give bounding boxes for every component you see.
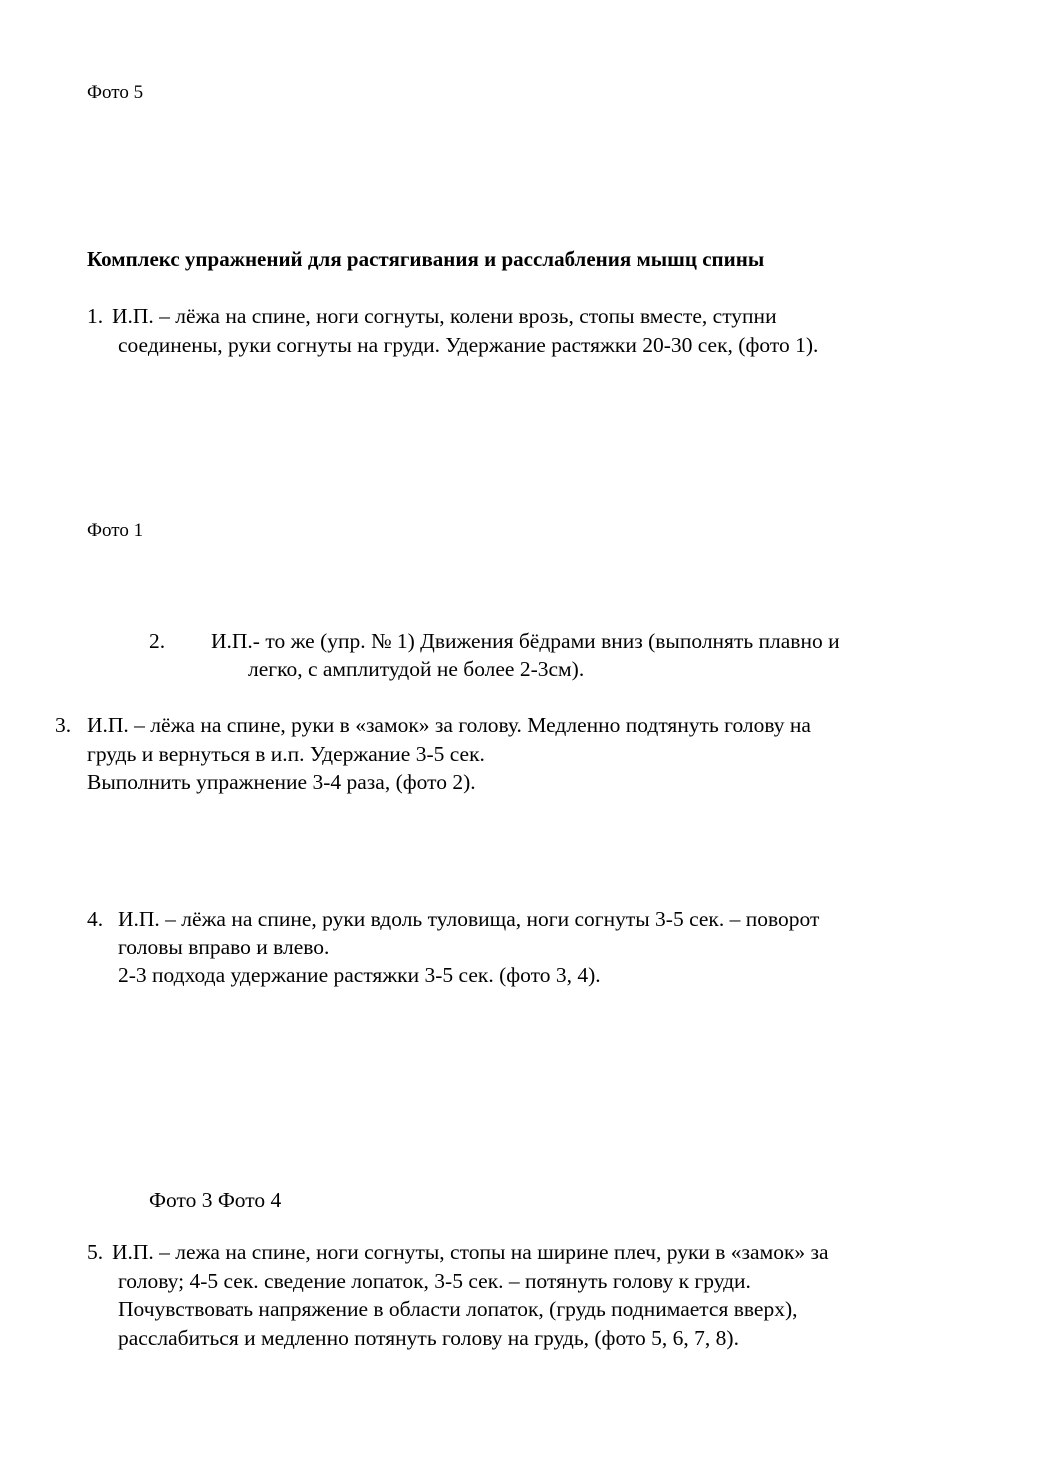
- exercise-text-line: голову; 4-5 сек. сведение лопаток, 3-5 сек. – потянуть голову к груди.: [118, 1269, 751, 1293]
- exercise-text-line: И.П.- то же (упр. № 1) Движения бёдрами вниз (выполнять плавно и: [211, 629, 840, 653]
- exercise-text-line: Выполнить упражнение 3-4 раза, (фото 2).: [87, 770, 476, 794]
- photo-caption: Фото 3 Фото 4: [149, 1188, 282, 1212]
- exercise-text-line: И.П. – лёжа на спине, руки вдоль туловища, ноги согнуты 3-5 сек. – поворот: [118, 907, 820, 931]
- exercise-number: 2.: [149, 629, 166, 653]
- exercise-text-line: грудь и вернуться в и.п. Удержание 3-5 сек.: [87, 742, 485, 766]
- exercise-number: 3.: [55, 713, 72, 737]
- exercise-text-line: И.П. – лежа на спине, ноги согнуты, стопы на ширине плеч, руки в «замок» за: [112, 1240, 829, 1264]
- exercise-text-line: расслабиться и медленно потянуть голову на грудь, (фото 5, 6, 7, 8).: [118, 1326, 739, 1350]
- exercise-number: 4.: [87, 907, 104, 931]
- exercise-text-line: Почувствовать напряжение в области лопаток, (грудь поднимается вверх),: [118, 1297, 798, 1321]
- photo-caption: Фото 5: [87, 82, 144, 103]
- exercise-text-line: И.П. – лёжа на спине, руки в «замок» за голову. Медленно подтянуть голову на: [87, 713, 811, 737]
- exercise-text-line: головы вправо и влево.: [118, 935, 330, 959]
- exercise-number: 1.: [87, 304, 104, 328]
- photo-caption: Фото 1: [87, 520, 144, 541]
- section-title: Комплекс упражнений для растягивания и расслабления мышц спины: [87, 247, 765, 271]
- exercise-text-line: соединены, руки согнуты на груди. Удержание растяжки 20-30 сек, (фото 1).: [118, 333, 819, 357]
- exercise-text-line: легко, с амплитудой не более 2-3см).: [248, 657, 585, 681]
- exercise-text-line: И.П. – лёжа на спине, ноги согнуты, колени врозь, стопы вместе, ступни: [112, 304, 777, 328]
- exercise-number: 5.: [87, 1240, 104, 1264]
- exercise-text-line: 2-3 подхода удержание растяжки 3-5 сек. (фото 3, 4).: [118, 963, 601, 987]
